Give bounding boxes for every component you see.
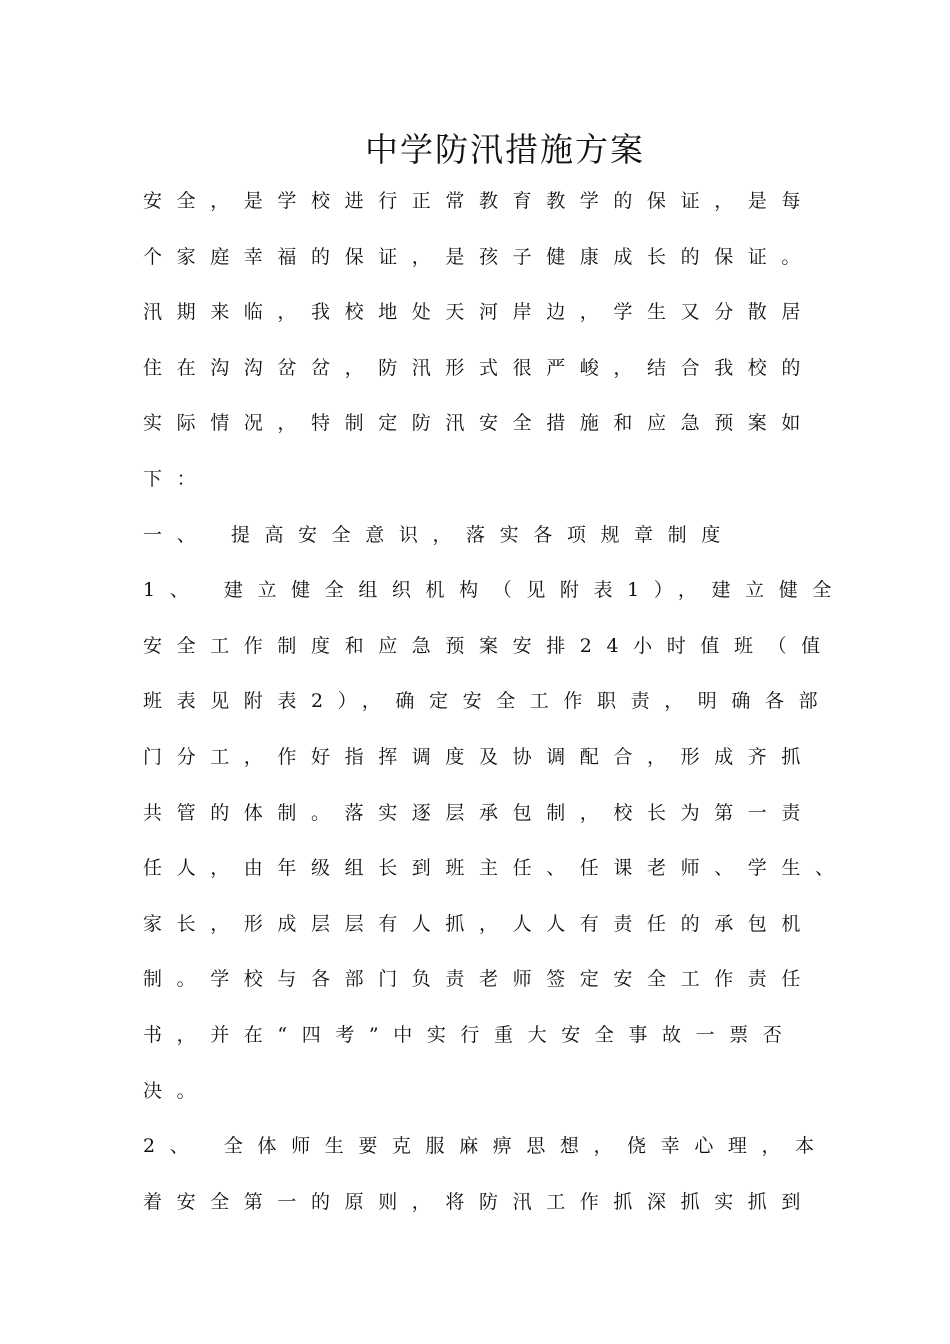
- body-line: 制。学校与各部门负责老师签定安全工作责任: [143, 968, 816, 991]
- body-line: 门分工，作好指挥调度及协调配合，形成齐抓: [143, 745, 816, 768]
- body-line: 下：: [143, 467, 211, 490]
- body-line: 住在沟沟岔岔，防汛形式很严峻，结合我校的: [143, 356, 816, 379]
- body-line: 实际情况，特制定防汛安全措施和应急预案如: [143, 412, 816, 435]
- document-body: [143, 183, 849, 1239]
- body-line: 任人，由年级组长到班主任、任课老师、学生、: [143, 857, 849, 880]
- body-line: 决。: [143, 1079, 211, 1102]
- body-line: 个家庭幸福的保证，是孩子健康成长的保证。: [143, 245, 816, 268]
- body-line: 共管的体制。落实逐层承包制，校长为第一责: [143, 801, 816, 824]
- body-line: 2、 全体师生要克服麻痹思想，侥幸心理，本: [143, 1135, 829, 1158]
- body-line: 安全工作制度和应急预案安排24小时值班（值: [143, 634, 835, 657]
- body-line: 安全，是学校进行正常教育教学的保证，是每: [143, 190, 816, 212]
- body-line: 着安全第一的原则，将防汛工作抓深抓实抓到: [143, 1190, 816, 1213]
- body-line: 家长，形成层层有人抓，人人有责任的承包机: [143, 912, 816, 935]
- body-line: 汛期来临，我校地处天河岸边，学生又分散居: [143, 301, 816, 324]
- body-line: 1、 建立健全组织机构（见附表1），建立健全: [143, 579, 846, 602]
- body-line: 书，并在“四考”中实行重大安全事故一票否: [143, 1023, 797, 1046]
- document-title: 中学防汛措施方案: [365, 130, 645, 169]
- body-line: 班表见附表2），确定安全工作职责，明确各部: [143, 690, 833, 713]
- section-heading: 一、 提高安全意识，落实各项规章制度: [143, 523, 735, 546]
